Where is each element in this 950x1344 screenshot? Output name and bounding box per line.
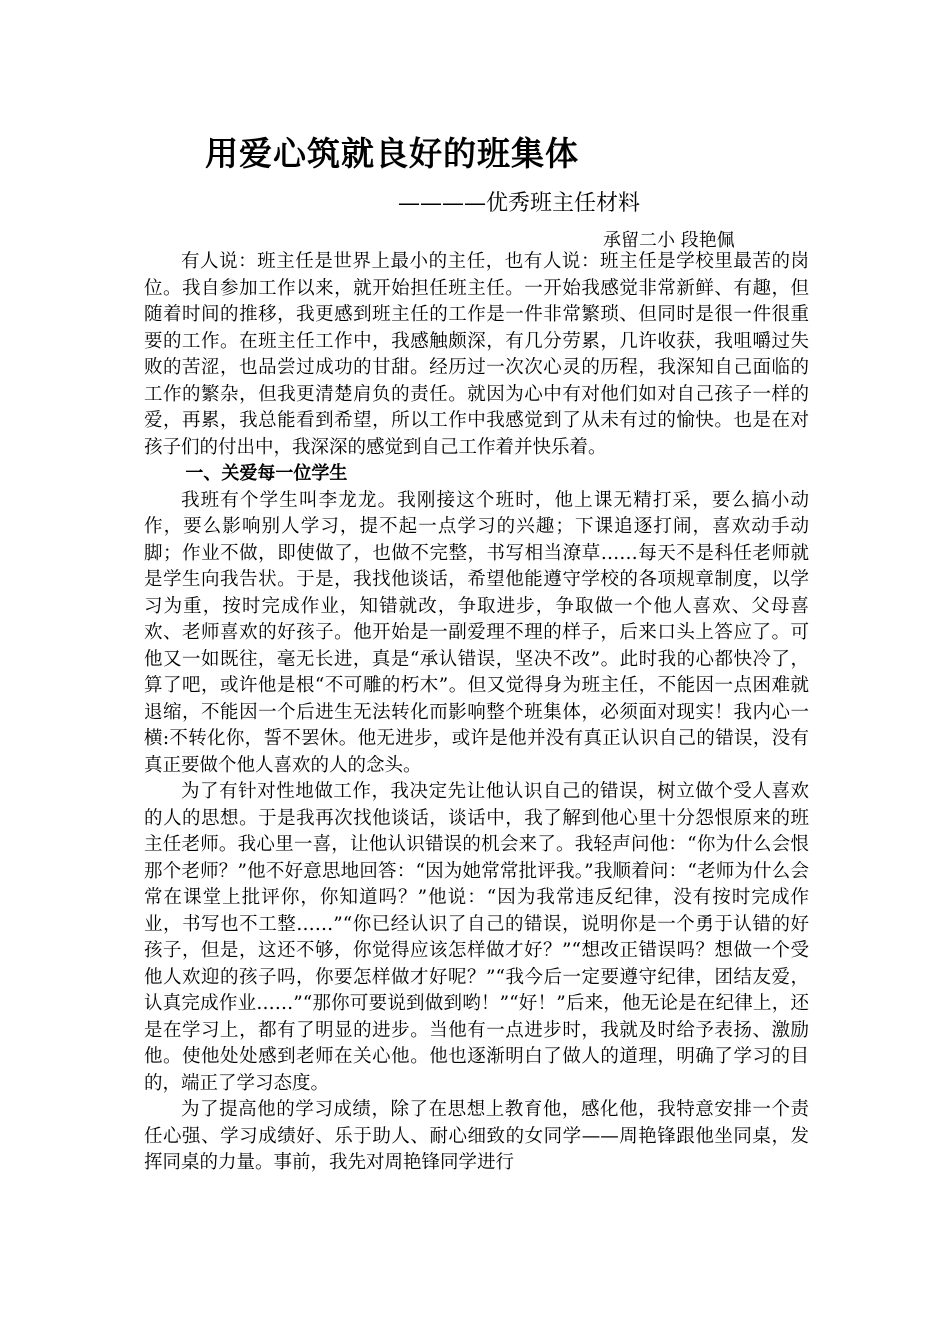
document-subtitle: ————优秀班主任材料 [398, 191, 641, 216]
intro-paragraph: 有人说：班主任是世界上最小的主任，也有人说：班主任是学校里最苦的岗位。我自参加工作以来，就开始担任班主任。一开始我感觉非常新鲜、有趣，但随着时间的推移，我更感到班主任的工作是一件非常繁琐、但同时是很一件很重要的工作。在班主任工作中，我感触颇深，有几分劳累，几许收获，我咀嚼过失败的苦涩，也品尝过成功的甘甜。经历过一次次心灵的历程，我深知自己面临的工作的繁杂，但我更清楚肩负的责任。就因为心中有对他们如对自己孩子一样的爱，再累，我总能看到希望，所以工作中我感觉到了从未有过的愉快。也是在对孩子们的付出中，我深深的感觉到自己工作着并快乐着。 [144, 251, 809, 458]
document-title: 用爱心筑就良好的班集体 [205, 134, 579, 173]
section-heading: 一、关爱每一位学生 [185, 463, 348, 484]
document-body [144, 249, 809, 1177]
body-paragraph: 我班有个学生叫李龙龙。我刚接这个班时，他上课无精打采，要么搞小动作，要么影响别人学习，提不起一点学习的兴趣；下课追逐打闹，喜欢动手动脚；作业不做，即使做了，也做不完整，书写相当潦草……每天不是科任老师就是学生向我告状。于是，我找他谈话，希望他能遵守学校的各项规章制度，以学习为重，按时完成作业，知错就改，争取进步，争取做一个他人喜欢、父母喜欢、老师喜欢的好孩子。他开始是一副爱理不理的样子，后来口头上答应了。可他又一如既往，毫无长进，真是“承认错误，坚决不改”。此时我的心都快冷了，算了吧，或许他是根“不可雕的朽木”。但又觉得身为班主任，不能因一点困难就退缩，不能因一个后进生无法转化而影响整个班集体，必须面对现实！我内心一横:不转化你，誓不罢休。他无进步，或许是他并没有真正认识自己的错误，没有真正要做个他人喜欢的人的念头。 [144, 489, 809, 776]
body-paragraph: 为了提高他的学习成绩，除了在思想上教育他，感化他，我特意安排一个责任心强、学习成绩好、乐于助人、耐心细致的女同学——周艳锋跟他坐同桌，发挥同桌的力量。事前，我先对周艳锋同学进行 [144, 1099, 809, 1173]
author-line: 承留二小 段艳佩 [603, 230, 735, 251]
body-paragraph: 为了有针对性地做工作，我决定先让他认识自己的错误，树立做个受人喜欢的人的思想。于是我再次找他谈话，谈话中，我了解到他心里十分怨恨原来的班主任老师。我心里一喜，让他认识错误的机会来了。我轻声问他：“你为什么会恨那个老师？”他不好意思地回答：“因为她常常批评我。”我顺着问：“老师为什么会常在课堂上批评你，你知道吗？”他说：“因为我常违反纪律，没有按时完成作业，书写也不工整……”“你已经认识了自己的错误，说明你是一个勇于认错的好孩子，但是，这还不够，你觉得应该怎样做才好？”“想改正错误吗？想做一个受他人欢迎的孩子吗，你要怎样做才好呢？”“我今后一定要遵守纪律，团结友爱，认真完成作业……”“那你可要说到做到哟！”“好！”后来，他无论是在纪律上，还是在学习上，都有了明显的进步。当他有一点进步时，我就及时给予表扬、激励他。使他处处感到老师在关心他。他也逐渐明白了做人的道理，明确了学习的目的，端正了学习态度。 [144, 781, 809, 1094]
